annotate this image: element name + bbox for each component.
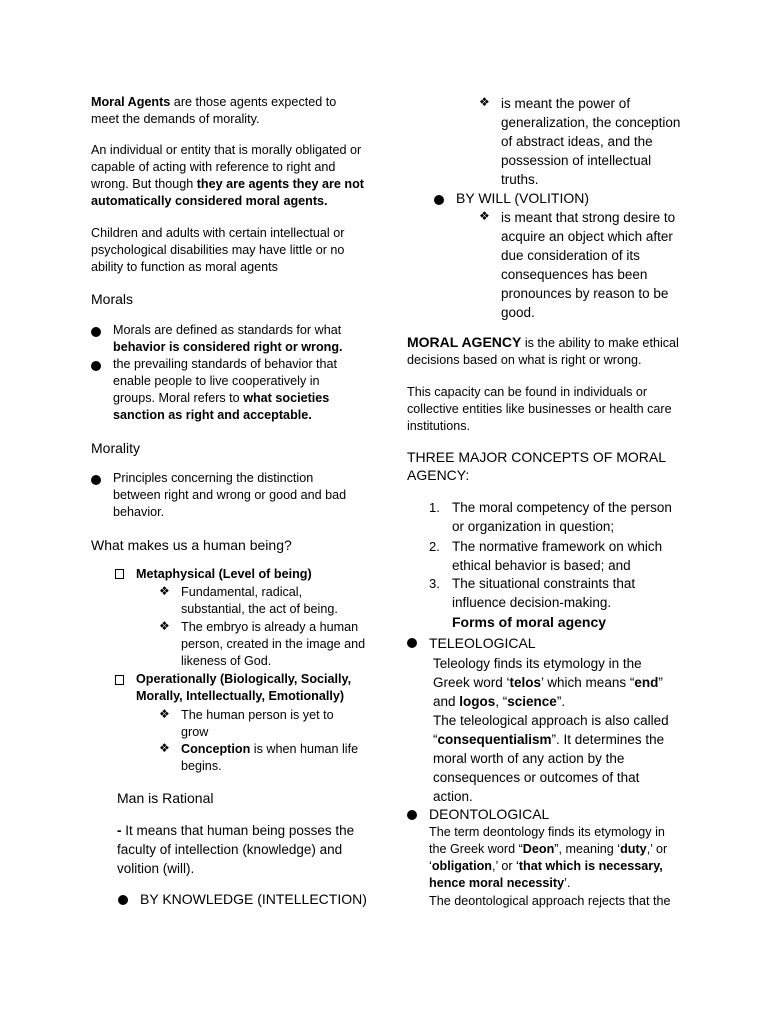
bullet-dot-icon [91, 327, 101, 337]
moral-agency-paragraph: MORAL AGENCY is the ability to make ethical decisions based on what is right or wrong. [407, 334, 679, 367]
diamond-bullet-icon: ❖ [159, 584, 170, 598]
individual-paragraph: An individual or entity that is morally obligated or capable of acting with reference to right and wrong. But though they are agents they are not automatically considered moral agents. [91, 143, 364, 208]
morality-heading: Morality [91, 440, 141, 456]
morals-bullet-2: the prevailing standards of behavior that enable people to live cooperatively in groups. Moral refers to what societies sanction as right and acceptable. [113, 357, 338, 422]
diamond-bullet-icon: ❖ [159, 619, 170, 633]
operationally-sub-1: The human person is yet to grow [181, 708, 334, 739]
bullet-dot-icon [407, 638, 417, 648]
bullet-dot-icon [434, 195, 444, 205]
diamond-bullet-icon: ❖ [159, 741, 170, 755]
list-number: 2. [429, 539, 440, 554]
list-item-2: The normative framework on which ethical behavior is based; and [452, 539, 663, 573]
deontological-heading: DEONTOLOGICAL [429, 806, 550, 822]
checkbox-square-icon [115, 569, 124, 579]
moral-agents-term: Moral Agents [91, 95, 171, 109]
list-item-3: The situational constraints that influence decision-making. [452, 576, 636, 610]
operationally-sub-2: Conception is when human life begins. [181, 742, 359, 773]
morals-bullet-1: Morals are defined as standards for what behavior is considered right or wrong. [113, 323, 343, 354]
bullet-dot-icon [118, 895, 128, 905]
rational-paragraph: - It means that human being posses the faculty of intellection (knowledge) and volition (will). [117, 823, 355, 876]
bullet-dot-icon [407, 810, 417, 820]
operationally-heading: Operationally (Biologically, Socially, Morally, Intellectually, Emotionally) [136, 672, 352, 703]
list-item-1: The moral competency of the person or organization in question; [452, 500, 672, 534]
bullet-dot-icon [91, 361, 101, 371]
capacity-paragraph: This capacity can be found in individuals or collective entities like businesses or health care institutions. [407, 385, 672, 433]
diamond-bullet-icon: ❖ [479, 95, 490, 109]
bullet-dot-icon [91, 475, 101, 485]
three-concepts-heading: THREE MAJOR CONCEPTS OF MORAL AGENCY: [407, 449, 666, 483]
knowledge-sub: is meant the power of generalization, the conception of abstract ideas, and the possession of intellectual truths. [501, 96, 681, 187]
diamond-bullet-icon: ❖ [159, 707, 170, 721]
children-paragraph: Children and adults with certain intellectual or psychological disabilities may have little or no ability to function as moral agents [91, 226, 345, 274]
forms-heading: Forms of moral agency [452, 614, 607, 630]
deontological-paragraph-1: The term deontology finds its etymology in the Greek word “Deon”, meaning ‘duty,’ or ‘obligation,’ or ‘that which is necessary, hence moral necessity’. [429, 825, 668, 890]
teleological-heading: TELEOLOGICAL [429, 635, 536, 651]
by-will-heading: BY WILL (VOLITION) [456, 190, 590, 206]
metaphysical-heading: Metaphysical (Level of being) [136, 567, 312, 581]
moral-agents-paragraph: Moral Agents are those agents expected to meet the demands of morality. [91, 95, 337, 126]
teleological-paragraph-2: The teleological approach is also called “consequentialism”. It determines the moral worth of any action by the consequences or outcomes of that action. [433, 713, 669, 804]
metaphysical-sub-1: Fundamental, radical, substantial, the act of being. [181, 585, 338, 616]
morals-heading: Morals [91, 291, 134, 307]
list-number: 3. [429, 576, 440, 591]
will-sub: is meant that strong desire to acquire an object which after due consideration of its consequences has been pronounces by reason to be good. [501, 210, 676, 320]
metaphysical-sub-2: The embryo is already a human person, created in the image and likeness of God. [181, 620, 366, 668]
checkbox-square-icon [115, 675, 124, 685]
morality-bullet-1: Principles concerning the distinction between right and wrong or good and bad behavior. [113, 471, 347, 519]
by-knowledge-heading: BY KNOWLEDGE (INTELLECTION) [140, 891, 367, 907]
teleological-paragraph-1: Teleology finds its etymology in the Greek word ‘telos’ which means “end” and logos, “science”. [433, 656, 663, 709]
human-being-heading: What makes us a human being? [91, 537, 292, 553]
diamond-bullet-icon: ❖ [479, 209, 490, 223]
deontological-paragraph-2: The deontological approach rejects that the [429, 894, 671, 908]
list-number: 1. [429, 500, 440, 515]
man-is-rational-heading: Man is Rational [117, 790, 214, 806]
